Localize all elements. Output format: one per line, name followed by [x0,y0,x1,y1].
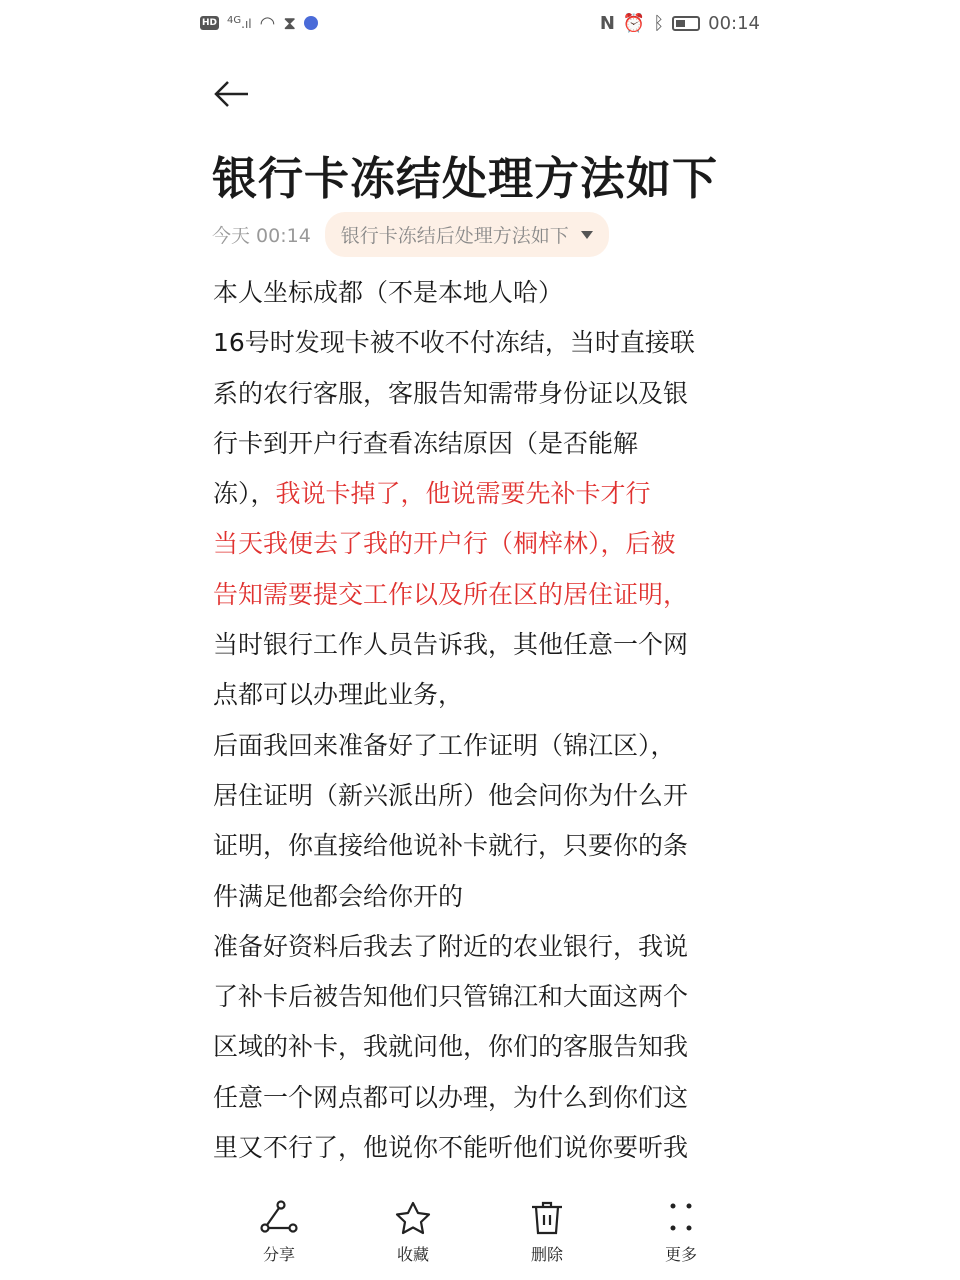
body-line [213,519,695,569]
body-line [213,1073,695,1123]
body-line [213,369,695,419]
body-text: 行卡到开户行查看冻结原因（是否能解 [213,428,639,458]
body-line [213,771,695,821]
body-line [213,721,695,771]
share-label: 分享 [262,1245,295,1264]
hourglass-icon: ⧗ [283,12,296,34]
bluetooth-icon: ᛒ [653,12,665,34]
chevron-down-icon [581,231,593,239]
note-date: 今天 00:14 [212,225,311,247]
share-icon [259,1200,299,1236]
body-line [213,620,695,670]
body-line [213,419,695,469]
body-line [213,872,695,922]
folder-label: 银行卡冻结后处理方法如下 [340,225,569,247]
highlighted-text: 告知需要提交工作以及所在区的居住证明， [213,579,689,609]
body-line [213,972,695,1022]
body-text: 准备好资料后我去了附近的农业银行，我说 [213,931,689,961]
body-text: 件满足他都会给你开的 [213,881,464,911]
arrow-left-icon [212,74,252,114]
body-line [213,570,695,620]
star-icon [393,1200,433,1236]
status-bar [200,10,760,36]
battery-icon [672,16,700,31]
body-text: 冻）， [213,479,276,509]
body-text: 区域的补卡，我就问他，你们的客服告知我 [213,1032,689,1062]
status-time: 00:14 [708,12,760,34]
body-line [213,1123,695,1173]
body-text: 后面我回来准备好了工作证明（锦江区）， [213,730,676,760]
note-title[interactable]: 银行卡冻结处理方法如下 [212,152,719,205]
wifi-icon: ◠ [259,12,276,34]
note-body[interactable] [213,268,695,1173]
body-text: 证明，你直接给他说补卡就行，只要你的条 [213,831,689,861]
body-line [213,469,695,519]
body-text: 里又不行了，他说你不能听他们说你要听我 [213,1133,689,1163]
favorite-label: 收藏 [396,1245,429,1264]
favorite-button[interactable] [373,1200,453,1265]
delete-button[interactable] [507,1200,587,1265]
body-line [213,268,695,318]
trash-icon [527,1200,567,1236]
more-button[interactable] [641,1200,721,1265]
body-line [213,821,695,871]
share-button[interactable] [239,1200,319,1265]
more-label: 更多 [664,1245,697,1264]
body-text: 点都可以办理此业务， [213,680,464,710]
back-button[interactable] [212,74,252,114]
hd-icon: HD [202,18,218,28]
bottom-toolbar [0,1180,960,1280]
delete-label: 删除 [530,1245,563,1264]
body-text: 了补卡后被告知他们只管锦江和大面这两个 [213,982,689,1012]
alarm-icon: ⏰ [622,12,646,34]
body-text: 系的农行客服，客服告知需带身份证以及银 [213,378,689,408]
highlighted-text: 我说卡掉了，他说需要先补卡才行 [275,479,651,509]
nfc-icon: N [599,12,615,34]
music-icon [304,16,318,30]
body-text: 当时银行工作人员告诉我，其他任意一个网 [213,630,689,660]
body-text: 居住证明（新兴派出所）他会问你为什么开 [213,780,689,810]
body-line [213,318,695,368]
body-text: 16号时发现卡被不收不付冻结，当时直接联 [213,328,695,358]
highlighted-text: 当天我便去了我的开户行（桐梓林），后被 [213,529,676,559]
body-line [213,922,695,972]
body-line [213,1022,695,1072]
more-dots-icon [661,1200,701,1236]
body-text: 本人坐标成都（不是本地人哈） [213,278,564,307]
body-text: 任意一个网点都可以办理，为什么到你们这 [213,1082,689,1112]
4g-signal-icon: $^{4G}$.ıl [227,15,252,31]
body-line [213,670,695,720]
folder-dropdown[interactable] [325,212,609,257]
